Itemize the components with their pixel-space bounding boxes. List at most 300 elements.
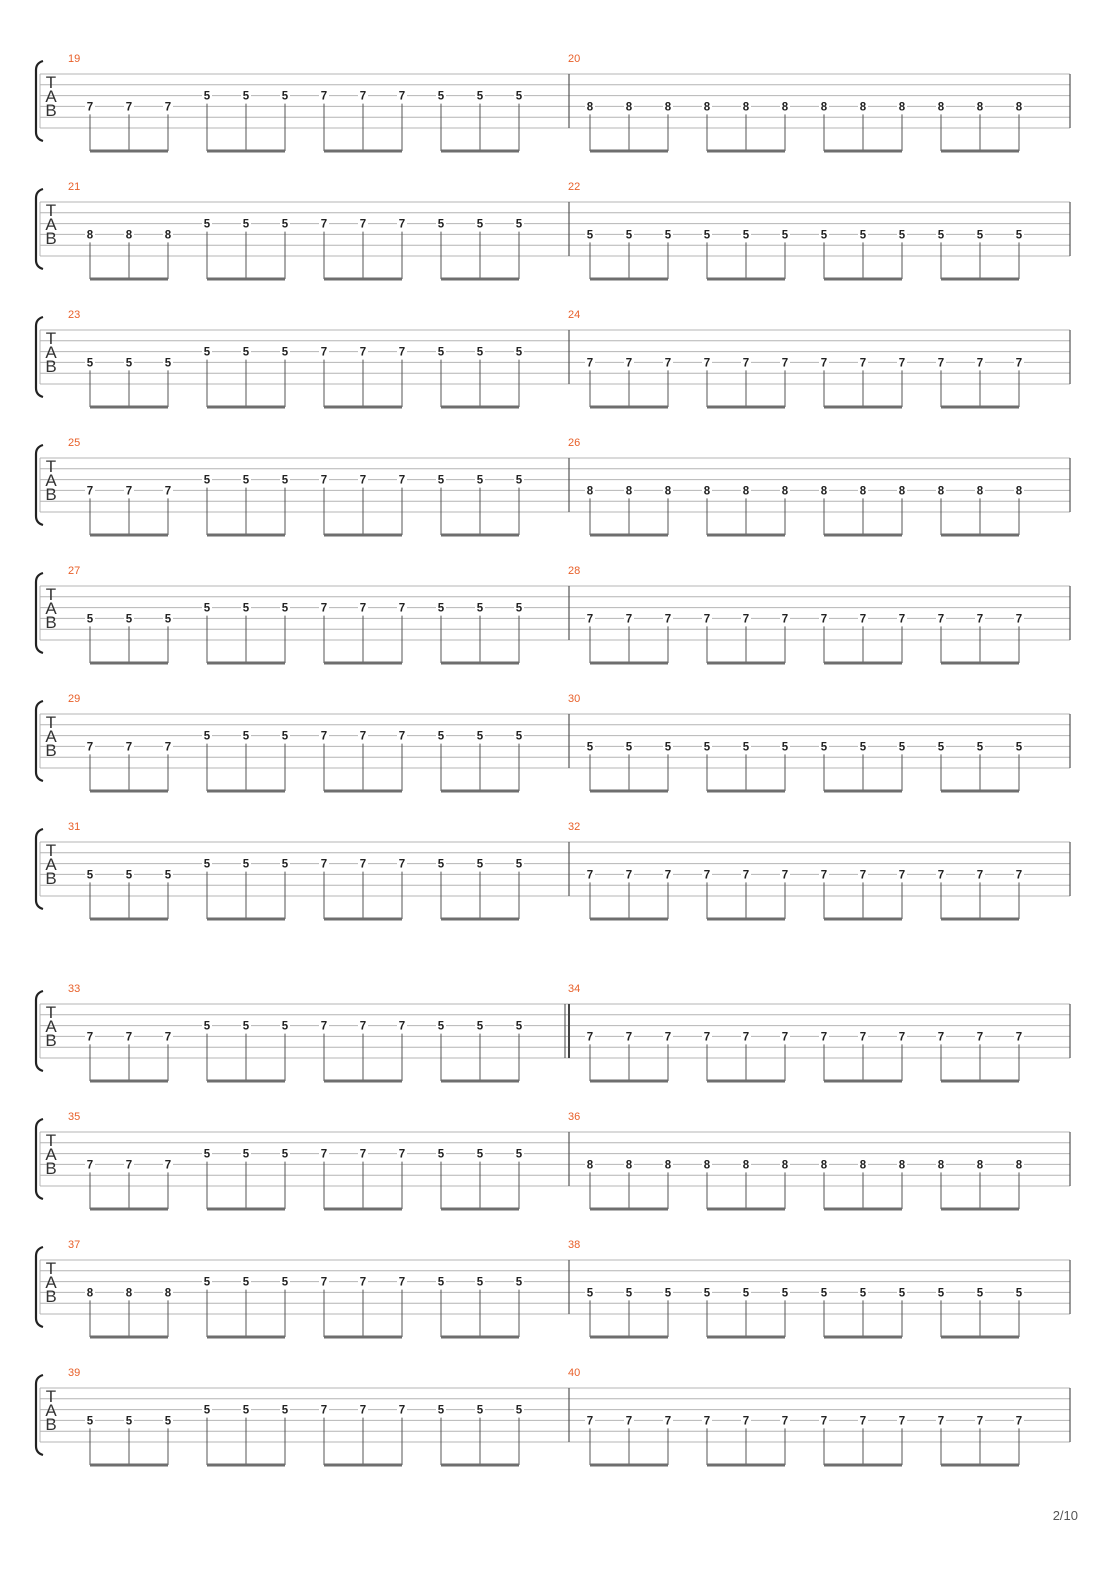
measure (568, 1111, 1024, 1209)
fret-number: 5 (976, 229, 984, 242)
fret-number: 7 (937, 869, 945, 882)
tab-clef-letter: A (45, 471, 57, 490)
fret-number: 5 (242, 1276, 250, 1289)
fret-number: 5 (742, 741, 750, 754)
fret-number: 7 (320, 1276, 328, 1289)
fret-number: 5 (859, 1287, 867, 1300)
fret-number: 5 (203, 218, 211, 231)
fret-number: 7 (398, 602, 406, 615)
measure-number: 26 (568, 437, 581, 449)
fret-number: 5 (586, 229, 594, 242)
measure (568, 565, 1024, 663)
fret-number: 7 (86, 101, 94, 114)
fret-number: 5 (86, 357, 94, 370)
measure-number: 40 (568, 1367, 581, 1379)
fret-number: 7 (937, 613, 945, 626)
tab-clef-letter: A (45, 855, 57, 874)
measure-number: 30 (568, 693, 581, 705)
fret-number: 5 (664, 229, 672, 242)
fret-number: 5 (281, 602, 289, 615)
tab-clef-letter: T (45, 1003, 57, 1022)
fret-number: 5 (476, 90, 484, 103)
measure-number: 35 (68, 1111, 81, 1123)
fret-number: 7 (664, 1031, 672, 1044)
fret-number: 8 (625, 101, 633, 114)
measure (568, 693, 1024, 791)
fret-number: 5 (242, 858, 250, 871)
fret-number: 8 (625, 1159, 633, 1172)
fret-number: 7 (664, 1415, 672, 1428)
fret-number: 5 (476, 218, 484, 231)
fret-number: 5 (203, 90, 211, 103)
fret-number: 7 (859, 357, 867, 370)
fret-number: 8 (820, 1159, 828, 1172)
tab-clef-letter: B (45, 101, 57, 120)
tab-clef-letter: A (45, 1401, 57, 1420)
tab-clef-letter: T (45, 841, 57, 860)
fret-number: 5 (437, 1148, 445, 1161)
fret-number: 5 (898, 741, 906, 754)
fret-number: 7 (976, 1415, 984, 1428)
fret-number: 7 (703, 613, 711, 626)
fret-number: 8 (937, 1159, 945, 1172)
fret-number: 7 (937, 1415, 945, 1428)
fret-number: 7 (320, 730, 328, 743)
tab-clef-letter: B (45, 1159, 57, 1178)
fret-number: 8 (859, 1159, 867, 1172)
fret-number: 5 (281, 1020, 289, 1033)
fret-number: 7 (976, 869, 984, 882)
fret-number: 5 (86, 1415, 94, 1428)
fret-number: 7 (398, 730, 406, 743)
fret-number: 7 (625, 869, 633, 882)
fret-number: 7 (359, 90, 367, 103)
fret-number: 5 (281, 474, 289, 487)
tab-system (36, 1111, 1070, 1209)
measure-number: 39 (68, 1367, 81, 1379)
fret-number: 5 (476, 1148, 484, 1161)
tab-system (36, 565, 1070, 663)
fret-number: 5 (125, 1415, 133, 1428)
fret-number: 7 (976, 613, 984, 626)
fret-number: 5 (625, 1287, 633, 1300)
fret-number: 7 (859, 1031, 867, 1044)
tab-clef-letter: A (45, 87, 57, 106)
fret-number: 5 (164, 357, 172, 370)
fret-number: 7 (359, 1404, 367, 1417)
measure-number: 19 (68, 53, 81, 65)
fret-number: 7 (1015, 1031, 1023, 1044)
fret-number: 7 (86, 485, 94, 498)
fret-number: 7 (86, 741, 94, 754)
fret-number: 8 (586, 1159, 594, 1172)
tab-clef-letter: B (45, 1287, 57, 1306)
fret-number: 8 (625, 485, 633, 498)
tab-clef-letter: A (45, 727, 57, 746)
fret-number: 8 (664, 1159, 672, 1172)
fret-number: 7 (125, 1031, 133, 1044)
fret-number: 5 (1015, 229, 1023, 242)
measure (568, 53, 1024, 151)
fret-number: 7 (586, 1031, 594, 1044)
fret-number: 8 (781, 1159, 789, 1172)
fret-number: 5 (898, 229, 906, 242)
measure (568, 1239, 1024, 1337)
fret-number: 5 (125, 613, 133, 626)
fret-number: 5 (203, 730, 211, 743)
fret-number: 5 (742, 229, 750, 242)
fret-number: 8 (820, 485, 828, 498)
fret-number: 5 (820, 1287, 828, 1300)
fret-number: 7 (86, 1031, 94, 1044)
fret-number: 8 (586, 101, 594, 114)
measure (568, 821, 1024, 919)
measure-number: 20 (568, 53, 581, 65)
fret-number: 7 (820, 1415, 828, 1428)
fret-number: 5 (125, 357, 133, 370)
fret-number: 5 (164, 613, 172, 626)
measure-number: 27 (68, 565, 81, 577)
fret-number: 7 (742, 869, 750, 882)
fret-number: 5 (820, 229, 828, 242)
fret-number: 5 (515, 1276, 523, 1289)
tab-clef-letter: B (45, 357, 57, 376)
tab-clef-letter: B (45, 1415, 57, 1434)
fret-number: 7 (398, 858, 406, 871)
fret-number: 7 (359, 1020, 367, 1033)
fret-number: 5 (242, 346, 250, 359)
fret-number: 7 (781, 1031, 789, 1044)
fret-number: 7 (359, 1148, 367, 1161)
fret-number: 7 (859, 869, 867, 882)
fret-number: 7 (320, 602, 328, 615)
fret-number: 7 (625, 1031, 633, 1044)
tab-clef-letter: A (45, 1017, 57, 1036)
fret-number: 5 (437, 1404, 445, 1417)
measure (568, 437, 1024, 535)
measure (68, 983, 524, 1081)
fret-number: 5 (437, 1276, 445, 1289)
fret-number: 7 (820, 869, 828, 882)
fret-number: 7 (1015, 1415, 1023, 1428)
fret-number: 5 (859, 741, 867, 754)
page-number: 2/10 (1052, 1508, 1078, 1523)
fret-number: 8 (742, 1159, 750, 1172)
fret-number: 5 (781, 229, 789, 242)
fret-number: 8 (664, 101, 672, 114)
fret-number: 7 (703, 1415, 711, 1428)
fret-number: 5 (242, 1148, 250, 1161)
fret-number: 8 (164, 229, 172, 242)
fret-number: 7 (1015, 869, 1023, 882)
tab-clef-letter: T (45, 1131, 57, 1150)
fret-number: 5 (476, 1404, 484, 1417)
fret-number: 5 (281, 346, 289, 359)
tab-clef-letter: A (45, 215, 57, 234)
tab-clef-letter: T (45, 73, 57, 92)
tab-system (36, 181, 1070, 279)
fret-number: 5 (515, 474, 523, 487)
tab-clef-letter: A (45, 1273, 57, 1292)
fret-number: 5 (976, 1287, 984, 1300)
fret-number: 8 (898, 1159, 906, 1172)
fret-number: 5 (437, 730, 445, 743)
tab-clef-letter: T (45, 329, 57, 348)
tab-clef-letter: B (45, 229, 57, 248)
measure (568, 1367, 1024, 1465)
fret-number: 5 (664, 1287, 672, 1300)
fret-number: 5 (703, 229, 711, 242)
fret-number: 5 (203, 1020, 211, 1033)
tab-clef-letter: B (45, 485, 57, 504)
measure-number: 23 (68, 309, 81, 321)
fret-number: 7 (898, 1415, 906, 1428)
fret-number: 7 (781, 613, 789, 626)
measure-number: 32 (568, 821, 581, 833)
fret-number: 5 (1015, 1287, 1023, 1300)
fret-number: 7 (742, 357, 750, 370)
fret-number: 7 (664, 869, 672, 882)
fret-number: 7 (1015, 613, 1023, 626)
fret-number: 8 (125, 1287, 133, 1300)
fret-number: 5 (476, 602, 484, 615)
fret-number: 5 (437, 346, 445, 359)
fret-number: 7 (664, 613, 672, 626)
fret-number: 5 (937, 1287, 945, 1300)
fret-number: 7 (398, 90, 406, 103)
fret-number: 8 (898, 485, 906, 498)
fret-number: 5 (476, 1276, 484, 1289)
fret-number: 7 (586, 357, 594, 370)
fret-number: 7 (398, 1404, 406, 1417)
fret-number: 7 (398, 1020, 406, 1033)
fret-number: 8 (586, 485, 594, 498)
fret-number: 7 (937, 1031, 945, 1044)
tab-clef-letter: T (45, 457, 57, 476)
fret-number: 5 (437, 218, 445, 231)
tab-clef-letter: B (45, 613, 57, 632)
measure-number: 21 (68, 181, 81, 193)
fret-number: 7 (625, 357, 633, 370)
fret-number: 5 (476, 858, 484, 871)
fret-number: 7 (125, 101, 133, 114)
fret-number: 5 (242, 730, 250, 743)
fret-number: 5 (515, 218, 523, 231)
fret-number: 5 (437, 1020, 445, 1033)
fret-number: 5 (437, 858, 445, 871)
measure (568, 181, 1024, 279)
fret-number: 5 (476, 346, 484, 359)
fret-number: 5 (742, 1287, 750, 1300)
fret-number: 7 (359, 346, 367, 359)
fret-number: 5 (437, 90, 445, 103)
fret-number: 5 (164, 869, 172, 882)
fret-number: 5 (781, 1287, 789, 1300)
fret-number: 8 (781, 485, 789, 498)
measure-number: 36 (568, 1111, 581, 1123)
measure-number: 29 (68, 693, 81, 705)
fret-number: 5 (203, 1148, 211, 1161)
fret-number: 7 (976, 1031, 984, 1044)
tab-clef-letter: T (45, 1387, 57, 1406)
fret-number: 5 (703, 1287, 711, 1300)
measure (68, 565, 524, 663)
fret-number: 7 (898, 869, 906, 882)
fret-number: 7 (586, 1415, 594, 1428)
fret-number: 5 (281, 1148, 289, 1161)
fret-number: 5 (476, 1020, 484, 1033)
fret-number: 5 (937, 229, 945, 242)
fret-number: 7 (320, 858, 328, 871)
fret-number: 5 (203, 858, 211, 871)
fret-number: 7 (164, 101, 172, 114)
fret-number: 7 (320, 346, 328, 359)
fret-number: 5 (586, 741, 594, 754)
fret-number: 5 (281, 858, 289, 871)
fret-number: 8 (86, 229, 94, 242)
fret-number: 5 (437, 602, 445, 615)
fret-number: 7 (664, 357, 672, 370)
fret-number: 5 (515, 1404, 523, 1417)
tab-clef-letter: T (45, 201, 57, 220)
fret-number: 5 (898, 1287, 906, 1300)
fret-number: 7 (820, 1031, 828, 1044)
tab-clef-letter: T (45, 713, 57, 732)
fret-number: 7 (320, 218, 328, 231)
fret-number: 8 (1015, 101, 1023, 114)
fret-number: 8 (703, 485, 711, 498)
fret-number: 5 (476, 474, 484, 487)
fret-number: 5 (515, 1148, 523, 1161)
fret-number: 7 (320, 1020, 328, 1033)
fret-number: 8 (1015, 485, 1023, 498)
fret-number: 7 (164, 1159, 172, 1172)
fret-number: 8 (859, 485, 867, 498)
fret-number: 7 (703, 357, 711, 370)
fret-number: 8 (976, 1159, 984, 1172)
tab-clef-letter: B (45, 869, 57, 888)
fret-number: 5 (203, 474, 211, 487)
measure-number: 28 (568, 565, 581, 577)
fret-number: 8 (781, 101, 789, 114)
fret-number: 5 (242, 474, 250, 487)
fret-number: 8 (664, 485, 672, 498)
measure (68, 1239, 524, 1337)
fret-number: 7 (164, 741, 172, 754)
measure-number: 22 (568, 181, 581, 193)
fret-number: 7 (320, 90, 328, 103)
fret-number: 5 (437, 474, 445, 487)
tab-system (36, 437, 1070, 535)
fret-number: 7 (625, 613, 633, 626)
measure (68, 309, 524, 407)
fret-number: 5 (515, 602, 523, 615)
fret-number: 5 (586, 1287, 594, 1300)
fret-number: 5 (625, 741, 633, 754)
fret-number: 7 (125, 485, 133, 498)
fret-number: 5 (203, 1276, 211, 1289)
measure-number: 33 (68, 983, 81, 995)
fret-number: 7 (86, 1159, 94, 1172)
fret-number: 7 (742, 1415, 750, 1428)
fret-number: 5 (281, 218, 289, 231)
fret-number: 7 (398, 1148, 406, 1161)
fret-number: 5 (203, 602, 211, 615)
fret-number: 8 (937, 485, 945, 498)
fret-number: 7 (586, 869, 594, 882)
fret-number: 7 (898, 613, 906, 626)
fret-number: 8 (937, 101, 945, 114)
fret-number: 7 (820, 357, 828, 370)
measure (68, 437, 524, 535)
fret-number: 7 (125, 741, 133, 754)
fret-number: 5 (281, 1276, 289, 1289)
tab-system (36, 309, 1070, 407)
fret-number: 7 (781, 869, 789, 882)
fret-number: 8 (125, 229, 133, 242)
measure (68, 53, 524, 151)
measure (68, 821, 524, 919)
fret-number: 8 (742, 101, 750, 114)
fret-number: 7 (359, 1276, 367, 1289)
fret-number: 5 (203, 1404, 211, 1417)
fret-number: 5 (1015, 741, 1023, 754)
fret-number: 5 (242, 1404, 250, 1417)
tab-clef-letter: B (45, 1031, 57, 1050)
fret-number: 7 (164, 1031, 172, 1044)
tab-system (36, 693, 1070, 791)
fret-number: 7 (703, 869, 711, 882)
fret-number: 7 (976, 357, 984, 370)
fret-number: 7 (125, 1159, 133, 1172)
measure-number: 24 (568, 309, 581, 321)
fret-number: 7 (781, 357, 789, 370)
tab-clef-letter: T (45, 1259, 57, 1278)
fret-number: 5 (476, 730, 484, 743)
fret-number: 7 (859, 1415, 867, 1428)
fret-number: 8 (976, 485, 984, 498)
fret-number: 5 (281, 1404, 289, 1417)
measure-number: 38 (568, 1239, 581, 1251)
measure-number: 31 (68, 821, 81, 833)
measure (68, 1367, 524, 1465)
fret-number: 8 (164, 1287, 172, 1300)
fret-number: 5 (242, 602, 250, 615)
fret-number: 8 (86, 1287, 94, 1300)
fret-number: 7 (398, 474, 406, 487)
fret-number: 7 (742, 1031, 750, 1044)
fret-number: 8 (703, 1159, 711, 1172)
fret-number: 7 (320, 474, 328, 487)
measure (568, 309, 1024, 407)
measure-number: 37 (68, 1239, 81, 1251)
fret-number: 5 (203, 346, 211, 359)
fret-number: 7 (398, 346, 406, 359)
tab-system (36, 983, 1070, 1081)
fret-number: 5 (515, 346, 523, 359)
fret-number: 5 (515, 730, 523, 743)
fret-number: 7 (320, 1404, 328, 1417)
fret-number: 7 (781, 1415, 789, 1428)
fret-number: 5 (281, 90, 289, 103)
fret-number: 5 (515, 1020, 523, 1033)
measure (68, 693, 524, 791)
fret-number: 7 (898, 357, 906, 370)
fret-number: 5 (242, 1020, 250, 1033)
fret-number: 8 (898, 101, 906, 114)
fret-number: 5 (242, 218, 250, 231)
fret-number: 7 (359, 858, 367, 871)
